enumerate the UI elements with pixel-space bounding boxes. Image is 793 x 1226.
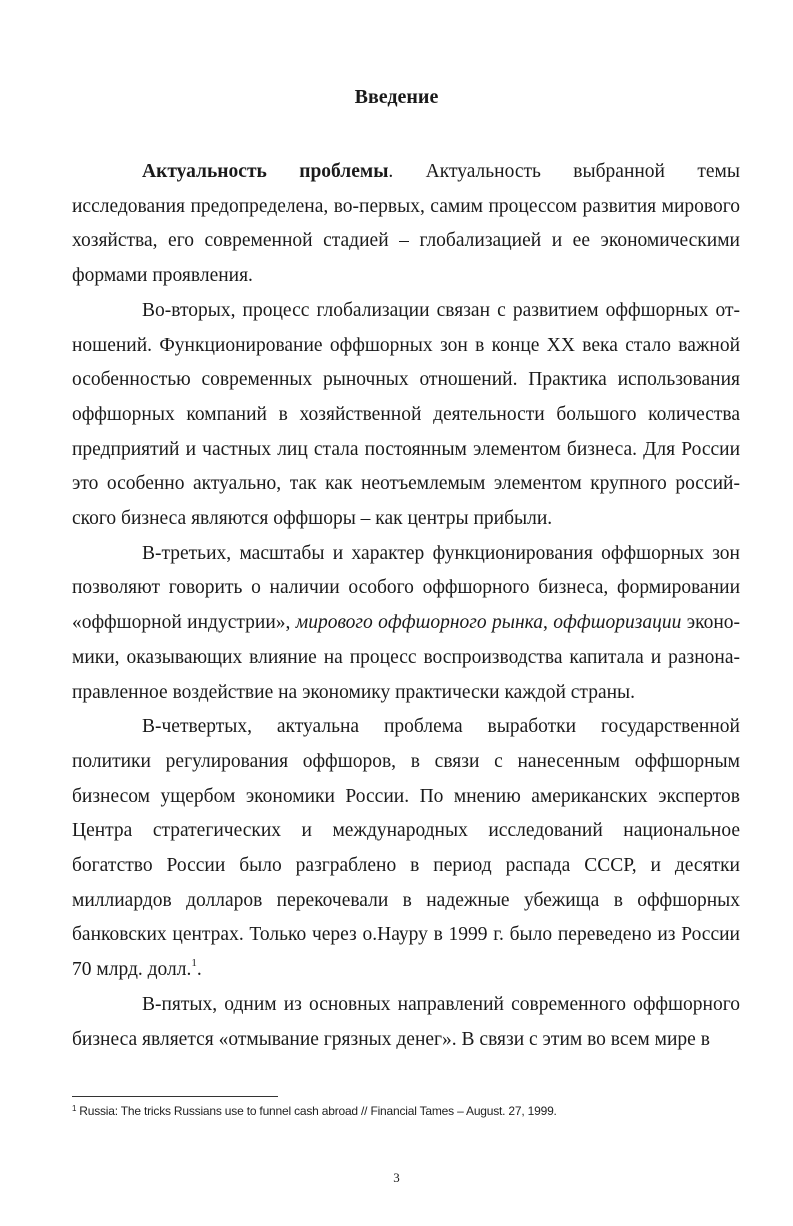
paragraph-text: . Актуальность выбранной темы исследования предопределена, во-первых, самим процессом развития мирового хозяйства, его современной стадией – глобализацией и ее экономическими формами проявления. xyxy=(72,161,740,287)
footnote-number: 1 xyxy=(72,1104,77,1113)
page-number: 3 xyxy=(393,1170,400,1185)
body-text xyxy=(72,155,740,1057)
paragraph-fifthly xyxy=(72,988,740,1057)
page-title: Введение xyxy=(354,86,439,108)
paragraph-fourthly xyxy=(72,710,740,988)
paragraph-thirdly xyxy=(72,537,740,711)
paragraph-text: Во-вторых, процесс глобализации связан с развитием оффшорных отношений. Функционирование оффшорных зон в конце XX века стало важной особенностью современных рыночных отношений. Практика использования оффшорных компаний в хозяйственной деятельности большого количества предприятий и частных лиц стала постоянным элементом бизнеса. Для России это особенно актуально, так как неотъемлемым элементом крупного российского бизнеса являются оффшоры – как центры прибыли. xyxy=(72,299,740,530)
footnote-reference[interactable]: 1 xyxy=(191,957,197,970)
paragraph-text: В-четвертых, актуальна проблема выработки государственной политики регулирования оффшоров, в связи с нанесенным оффшорным бизнесом ущербом экономики России. По мнению американских экспертов Центра стратегических и международных исследований национальное богатство России было разграблено в период распада СССР, и десятки миллиардов долларов перекочевали в надежные убежища в оффшорных банковских центрах. Только через о.Науру в 1999 г. было переведено из России 70 млрд. долл. xyxy=(72,716,740,981)
paragraph-relevance xyxy=(72,155,740,294)
paragraph-text: В-третьих, масштабы и характер функционирования оффшорных зон позволяют говорить о наличии особого оффшорного бизнеса, формировании «оффшорной индустрии», xyxy=(72,542,740,634)
paragraph-text: В-пятых, одним из основных направлений современного оффшорного бизнеса является «отмывание грязных денег». В связи с этим во всем мире в xyxy=(72,993,740,1050)
paragraph-secondly xyxy=(72,294,740,537)
footnote xyxy=(72,1104,740,1118)
footnote-divider xyxy=(72,1096,278,1097)
paragraph-lead-bold: Актуальность проблемы xyxy=(142,161,389,182)
paragraph-italic-term: оффшоризации xyxy=(553,612,682,634)
footnote-text: Russia: The tricks Russians use to funnel cash abroad // Financial Tames – August. 27, 1999. xyxy=(79,1104,557,1118)
paragraph-text: экономики, оказывающих влияние на процесс воспроизводства капитала и разнонаправленное воздействие на экономику практически каждой страны. xyxy=(72,612,741,703)
paragraph-italic-term: мирового оффшорного рынка xyxy=(295,612,544,634)
paragraph-text: , xyxy=(543,612,554,634)
paragraph-text: . xyxy=(196,959,202,981)
